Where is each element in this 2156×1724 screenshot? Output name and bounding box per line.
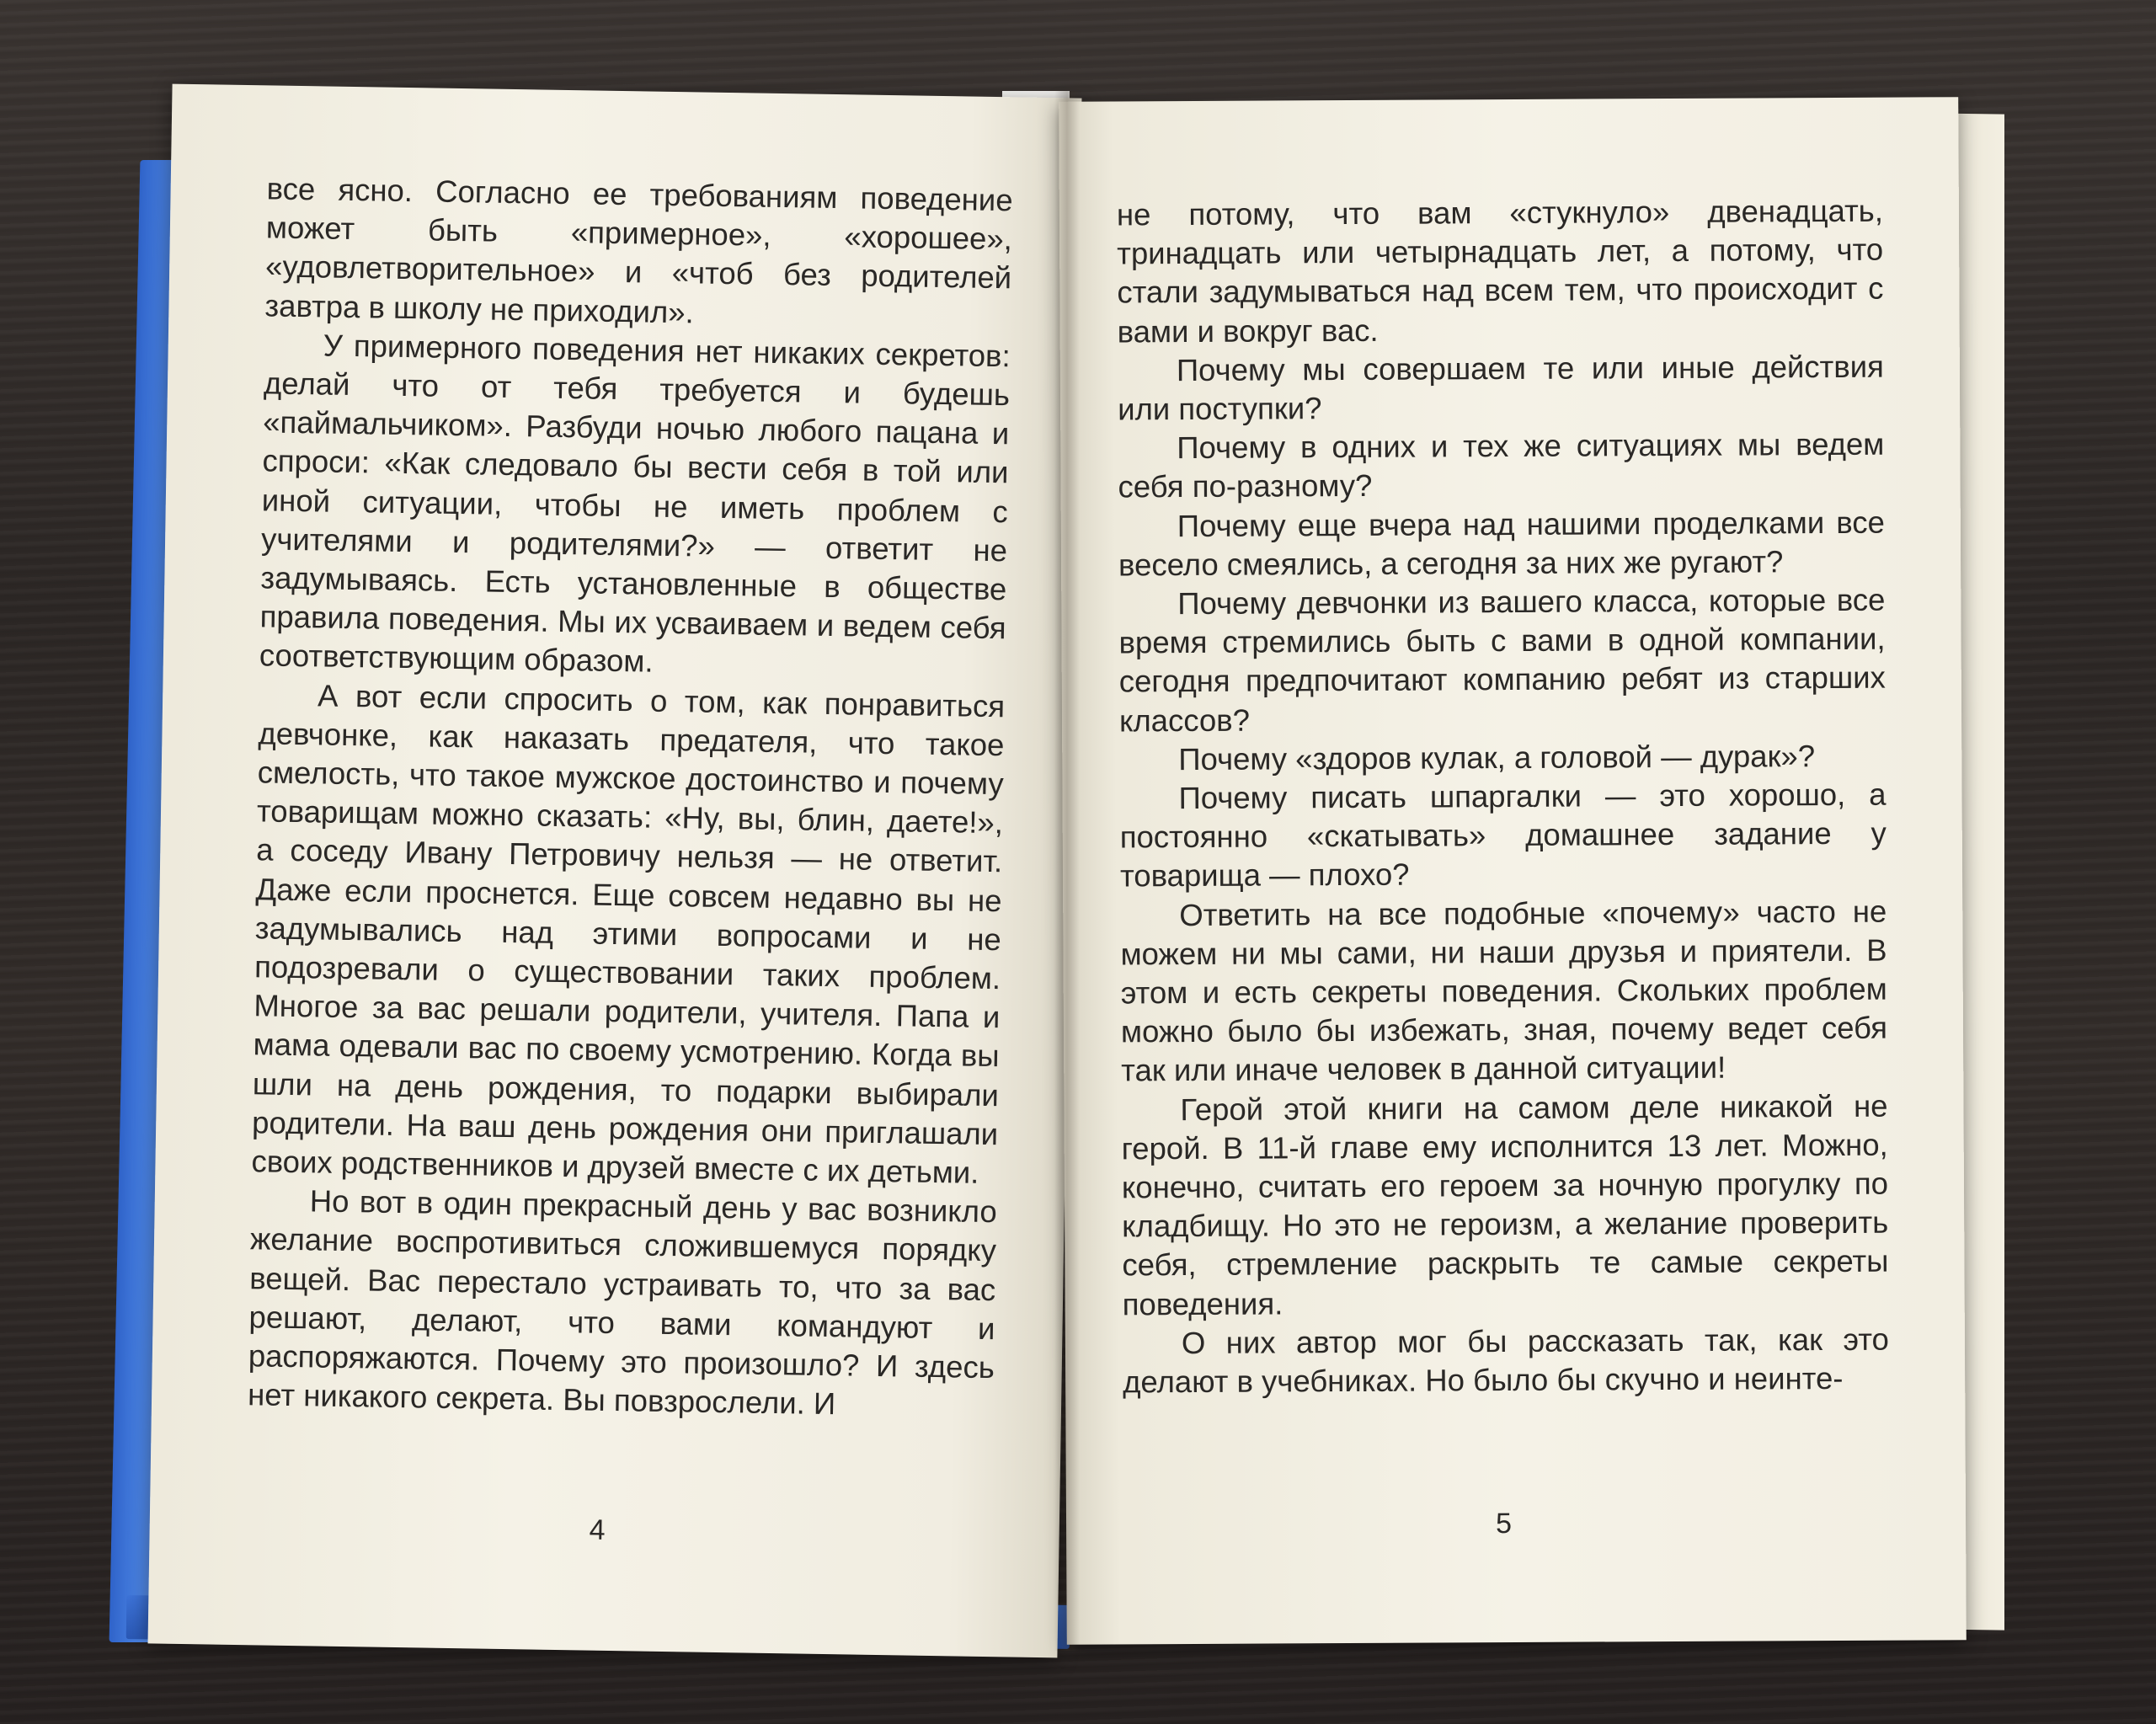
paragraph: Почему «здоров кулак, а головой — дурак»?: [1178, 738, 1816, 777]
paragraph: все ясно. Согласно ее требованиям поведение может быть «примерное», «хорошее», «удовлетворительное» и «чтоб без родителей завтра в школу не приходил».: [264, 171, 1013, 329]
paragraph: не потому, что вам «стукнуло» двенадцать, тринадцать или четырнадцать лет, а потому, что стали задумываться над всем тем, что происходит с вами и вокруг вас.: [1116, 193, 1884, 350]
paragraph: Но вот в один прекрасный день у вас возникло желание воспротивиться сложившемуся порядку вещей. Вас перестало устраивать то, что за вас решают, делают, что вами командуют и распоряжаются. Почему это произошло? И здесь нет никакого секрета. Вы повзрослели. И: [247, 1183, 998, 1422]
paragraph: А вот если спросить о том, как понравиться девчонке, как наказать предателя, что такое смелость, что такое мужское достоинство и почему товарищам можно сказать: «Ну, вы, блин, даете!», а соседу Ивану Петровичу нельзя — не ответит. Даже если проснется. Еще совсем недавно вы не задумывались над этими вопросами и не подозревали о существовании таких проблем. Многое за вас решали родители, учителя. Папа и мама одевали вас по своему усмотрению. Когда вы шли на день рождения, то подарки выбирали родители. На ваш день рождения они приглашали своих родственников и друзей вместе с их детьми.: [251, 678, 1006, 1190]
paragraph: Почему девчонки из вашего класса, которые все время стремились быть с вами в одной компании, сегодня предпочитают компанию ребят из старших классов?: [1118, 582, 1886, 739]
left-page-text: [248, 169, 1013, 1426]
right-page-text: [1117, 192, 1889, 1402]
paragraph: Герой этой книги на самом деле никакой не герой. В 11-й главе ему исполнится 13 лет. Можно, конечно, считать его героем за ночную прогулку по кладбищу. Но это не героизм, а желание проверить себя, стремление раскрыть те самые секреты поведения.: [1121, 1088, 1889, 1322]
left-page: [148, 84, 1082, 1658]
right-page: [1059, 97, 1967, 1645]
paragraph: Почему в одних и тех же ситуациях мы ведем себя по-разному?: [1118, 426, 1885, 504]
paragraph: У примерного поведения нет никаких секретов: делай что от тебя требуется и будешь «паймальчиком». Разбуди ночью любого пацана и спроси: «Как следовало бы вести себя в той или иной ситуации, чтобы не иметь проблем с учителями и родителями?» — ответит не задумываясь. Есть установленные в обществе правила поведения. Мы их усваиваем и ведем себя соответствующим образом.: [259, 328, 1011, 680]
paragraph: Ответить на все подобные «почему» часто не можем ни мы сами, ни наши друзья и приятели. В этом и есть секреты поведения. Скольких проблем можно было бы избежать, зная, почему ведет себя так или иначе человек в данной ситуации!: [1120, 894, 1888, 1088]
paragraph: Почему еще вчера над нашими проделками все весело смеялись, а сегодня за них же ругают?: [1118, 504, 1885, 583]
page-number: 4: [589, 1513, 606, 1546]
page-number: 5: [1495, 1508, 1513, 1540]
paragraph: Почему писать шпаргалки — это хорошо, а постоянно «скатывать» домашнее задание у товарища — плохо?: [1119, 777, 1886, 894]
paragraph: О них автор мог бы рассказать так, как это делают в учебниках. Но было бы скучно и неинте-: [1123, 1321, 1890, 1400]
paragraph: Почему мы совершаем те или иные действия или поступки?: [1118, 349, 1884, 427]
